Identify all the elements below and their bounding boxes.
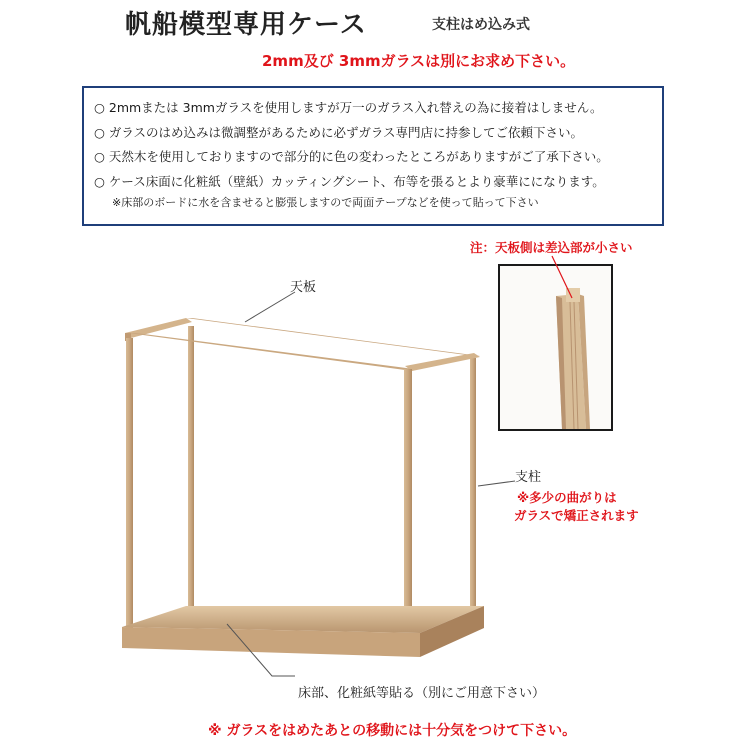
note-line-2: ○ ガラスのはめ込みは微調整があるために必ずガラス専門店に持参してご依頼下さい。 <box>94 124 584 140</box>
top-frame-left-front <box>125 318 192 338</box>
note-line-4: ○ ケース床面に化粧紙（壁紙）カッティングシート、布等を張るとより豪華にになります。 <box>94 173 605 189</box>
note-line-small: ※床部のボードに水を含ませると膨張しますので両面テープなどを使って貼って下さい <box>112 196 539 209</box>
top-frame-back <box>186 318 480 356</box>
inset-note: 注：天板側は差込部が小さい <box>470 240 633 255</box>
note-line-1: ○ 2mmまたは 3mmガラスを使用しますが万一のガラス入れ替えの為に接着はしません。 <box>94 100 603 115</box>
note-line-3: ○ 天然木を使用しておりますので部分的に色の変わったところがありますがご了承下さい。 <box>94 149 609 164</box>
post-leader-line <box>478 481 515 486</box>
glass-note: 2mm及び 3mmガラスは別にお求め下さい。 <box>262 52 576 70</box>
top-frame-front-bar <box>128 333 414 370</box>
top-frame-right-front <box>405 353 480 371</box>
post-detail-inset <box>498 264 613 431</box>
floor-label: 床部、化粧紙等貼る（別にご用意下さい） <box>298 686 546 701</box>
top-label: 天板 <box>290 280 317 295</box>
top-leader-line <box>245 292 295 322</box>
post-label: 支柱 <box>515 470 542 485</box>
post-note-1: ※多少の曲がりは <box>517 490 617 505</box>
post-note-2: ガラスで矯正されます <box>514 508 639 523</box>
page-subtitle: 支柱はめ込み式 <box>432 17 530 33</box>
front-left-post <box>126 338 133 628</box>
back-right-post <box>470 358 476 608</box>
back-left-post <box>188 326 194 612</box>
post-detail-drawing <box>500 266 611 429</box>
footer-warning: ※ ガラスをはめたあとの移動には十分気をつけて下さい。 <box>208 723 577 739</box>
page-title: 帆船模型専用ケース <box>125 10 367 40</box>
front-right-post <box>404 369 412 631</box>
